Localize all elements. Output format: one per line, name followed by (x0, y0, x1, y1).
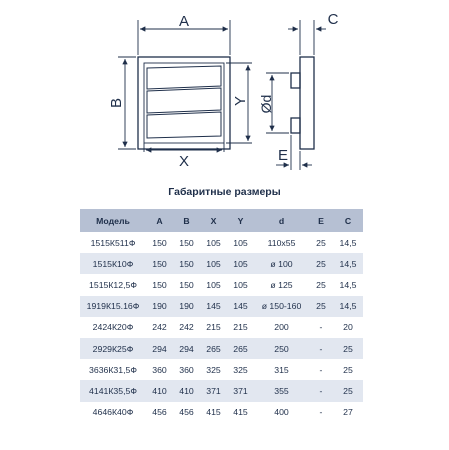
technical-drawing (0, 0, 449, 185)
value-cell: 105 (206, 237, 221, 248)
table-row (80, 380, 363, 401)
dimension-label-e: E (277, 147, 289, 164)
dimension-label-a: A (178, 13, 190, 30)
model-cell: 2424К20Ф (92, 322, 134, 333)
value-cell: 150 (152, 279, 167, 290)
table-row (80, 253, 363, 274)
column-header: A (146, 209, 173, 232)
table-caption: Габаритные размеры (168, 186, 281, 198)
table-row (80, 232, 363, 253)
value-cell: 325 (206, 364, 221, 375)
value-cell: 145 (227, 296, 254, 317)
model-cell: 4141К35,5Ф (80, 380, 146, 401)
value-cell: 294 (173, 338, 200, 359)
value-cell: - (309, 338, 333, 359)
value-cell: - (319, 364, 323, 375)
value-cell: 294 (146, 338, 173, 359)
column-header: C (333, 209, 363, 232)
column-header: Модель (80, 209, 146, 232)
value-cell: 145 (200, 296, 227, 317)
value-cell: 410 (173, 380, 200, 401)
value-cell: 14,5 (333, 296, 363, 317)
value-cell: 456 (179, 407, 194, 418)
value-cell: 25 (333, 338, 363, 359)
model-cell: 1919К15.16Ф (80, 296, 146, 317)
value-cell: 360 (179, 364, 194, 375)
value-cell: - (319, 407, 323, 418)
value-cell: 25 (343, 364, 353, 375)
value-cell: 456 (152, 407, 167, 418)
model-cell: 4646К40Ф (92, 407, 134, 418)
side-view (291, 57, 314, 149)
value-cell: 25 (309, 253, 333, 274)
value-cell: 14,5 (339, 279, 357, 290)
value-cell: 150 (179, 237, 194, 248)
value-cell: 190 (146, 296, 173, 317)
value-cell: 105 (233, 279, 248, 290)
value-cell: 105 (206, 279, 221, 290)
value-cell: 315 (274, 364, 289, 375)
dimension-label-x: X (178, 153, 190, 170)
column-header: Y (227, 209, 254, 232)
value-cell: 105 (200, 253, 227, 274)
value-cell: 150 (152, 237, 167, 248)
value-cell: 110х55 (267, 237, 296, 248)
louver (147, 88, 221, 113)
model-cell: 1515К10Ф (80, 253, 146, 274)
value-cell: 242 (152, 322, 167, 333)
value-cell: 105 (233, 237, 248, 248)
value-cell: ø 150-160 (254, 296, 309, 317)
model-cell: 1515К12,5Ф (89, 279, 137, 290)
table-row (80, 296, 363, 317)
front-view (138, 57, 230, 149)
value-cell: 242 (179, 322, 194, 333)
value-cell: 25 (309, 296, 333, 317)
column-header: X (200, 209, 227, 232)
value-cell: 371 (200, 380, 227, 401)
model-cell: 3636К31,5Ф (89, 364, 137, 375)
value-cell: 215 (206, 322, 221, 333)
table-row (80, 317, 363, 338)
value-cell: 215 (233, 322, 248, 333)
table-header-row (80, 209, 363, 232)
dimension-x (144, 143, 224, 152)
value-cell: 20 (343, 322, 353, 333)
value-cell: ø 100 (254, 253, 309, 274)
dimension-label-d: Ød (258, 94, 274, 114)
dimension-label-c: C (327, 11, 339, 28)
table-row (80, 274, 363, 295)
model-cell: 2929К25Ф (80, 338, 146, 359)
table-row (80, 402, 363, 423)
value-cell: 25 (316, 237, 326, 248)
dimensions-table (80, 209, 363, 423)
value-cell: 415 (233, 407, 248, 418)
value-cell: 25 (333, 380, 363, 401)
value-cell: 190 (173, 296, 200, 317)
column-header: B (173, 209, 200, 232)
value-cell: 27 (343, 407, 353, 418)
value-cell: 325 (233, 364, 248, 375)
spigot-bottom (291, 118, 300, 133)
value-cell: 250 (254, 338, 309, 359)
value-cell: 150 (173, 253, 200, 274)
value-cell: ø 125 (270, 279, 293, 290)
value-cell: 150 (179, 279, 194, 290)
value-cell: 360 (152, 364, 167, 375)
value-cell: 265 (200, 338, 227, 359)
value-cell: 265 (227, 338, 254, 359)
value-cell: 415 (206, 407, 221, 418)
value-cell: 14,5 (333, 253, 363, 274)
value-cell: 371 (227, 380, 254, 401)
value-cell: 25 (316, 279, 326, 290)
side-frame (300, 57, 314, 149)
value-cell: 355 (254, 380, 309, 401)
value-cell: 400 (274, 407, 289, 418)
dimension-c (288, 20, 326, 55)
louver (147, 66, 221, 89)
table-row (80, 338, 363, 359)
value-cell: 200 (274, 322, 289, 333)
column-header: E (309, 209, 333, 232)
dimension-label-b: B (108, 97, 125, 109)
value-cell: - (309, 380, 333, 401)
model-cell: 1515К511Ф (90, 237, 136, 248)
dimension-label-y: Y (232, 95, 249, 107)
table-row (80, 359, 363, 380)
column-header: d (254, 209, 309, 232)
value-cell: 14,5 (339, 237, 357, 248)
value-cell: 410 (146, 380, 173, 401)
value-cell: 150 (146, 253, 173, 274)
spigot-top (291, 73, 300, 88)
value-cell: 105 (227, 253, 254, 274)
louver (147, 112, 221, 138)
value-cell: - (319, 322, 323, 333)
